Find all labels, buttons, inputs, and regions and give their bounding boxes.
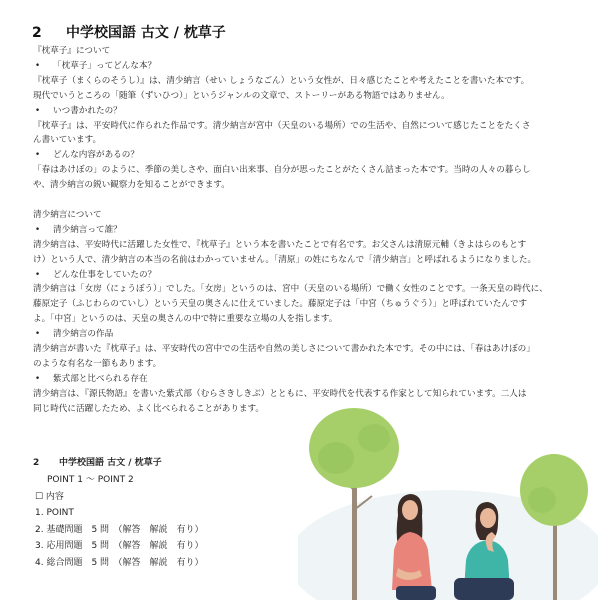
illustration (298, 400, 598, 600)
question-line: • どんな内容があるの？ (33, 148, 568, 163)
question-line: • 紫式部と比べられる存在 (33, 372, 568, 387)
answer-line: 藤原定子（ふじわらのていし）という天皇の奥さんに仕えていました。藤原定子は「中宮（ちゅうぐう）」と呼ばれていたんです (33, 299, 528, 310)
answer-line: よ。「中宮」というのは、天皇の奥さんの中で特に重要な立場の人を指します。 (33, 314, 338, 325)
answer-line: 清少納言は、平安時代に活躍した女性で、『枕草子』という本を書いたことで有名です。お父さんは清原元輔（きよはらのもとす (33, 239, 527, 250)
toc-item: 4. 総合問題 5 問 （解答 解説 有り） (35, 557, 204, 568)
chapter-number: 2 (32, 25, 42, 41)
bullet-icon: • (35, 60, 41, 71)
bullet-icon: • (35, 224, 41, 235)
answer-line: や、清少納言の鋭い観察力を知ることができます。 (33, 180, 230, 191)
answer-line: のような有名な一節もあります。 (33, 359, 162, 370)
page-title (32, 22, 226, 42)
answer-line: 現代でいうところの「随筆（ずいひつ）」というジャンルの文章で、ストーリーがある物語ではありません。 (33, 90, 450, 101)
answer-line: 清少納言は、『源氏物語』を書いた紫式部（むらさきしきぶ）とともに、平安時代を代表する作家として知られています。二人は (33, 388, 527, 399)
answer-line: 清少納言は「女房（にょうぼう）」でした。「女房」というのは、宮中（天皇のいる場所）で働く女性のことです。一条天皇の時代に、 (33, 284, 548, 295)
bullet-icon: • (35, 329, 41, 340)
bullet-icon: • (35, 269, 41, 280)
section-heading: 清少納言について (33, 209, 102, 220)
question-line: • いつ書かれたの？ (33, 104, 568, 119)
section-heading: 『枕草子』について (33, 46, 111, 56)
toc-item: 2. 基礎問題 5 問 （解答 解説 有り） (35, 524, 204, 535)
bullet-icon: • (35, 105, 41, 116)
question-line: • 清少納言の作品 (33, 327, 568, 342)
summary-title-text: 中学校国語 古文 / 枕草子 (59, 458, 162, 468)
answer-line: け）という人で、清少納言の本当の名前はわかっていません。「清原」の姓にちなんで「清少納言」と呼ばれるようになりました。 (33, 254, 537, 265)
toc-item: 1. POINT (35, 508, 74, 518)
question-line: • 「枕草子」ってどんな本？ (33, 59, 568, 74)
question-line: • 清少納言って誰？ (33, 223, 568, 238)
points-range: POINT 1 〜 POINT 2 (47, 475, 134, 485)
bullet-icon: • (35, 150, 41, 161)
summary-title (33, 455, 162, 468)
answer-line: 同じ時代に活躍したため、よく比べられることがあります。 (33, 403, 265, 414)
answer-line: 清少納言が書いた『枕草子』は、平安時代の宮中での生活や自然の美しさについて書かれた本です。その中には、「春はあけぼの」 (33, 344, 535, 355)
answer-line: ん書いています。 (33, 135, 102, 146)
chapter-title: 中学校国語 古文 / 枕草子 (66, 25, 226, 41)
contents-label: ☐ 内容 (35, 491, 64, 502)
bullet-icon: • (35, 373, 41, 384)
body-text (33, 44, 568, 417)
toc-item: 3. 応用問題 5 問 （解答 解説 有り） (35, 541, 204, 551)
answer-line: 「春はあけぼの」のように、季節の美しさや、面白い出来事、自分が思ったことがたくさん詰まった本です。当時の人々の暮らし (33, 165, 531, 176)
summary-number: 2 (33, 458, 40, 468)
answer-line: 『枕草子（まくらのそうし）』は、清少納言（せい しょうなごん）という女性が、日々感じたことや考えたことを書いた本です。 (33, 75, 530, 86)
table-of-contents (35, 472, 204, 571)
question-line: • どんな仕事をしていたの？ (33, 268, 568, 283)
answer-line: 『枕草子』は、平安時代に作られた作品です。清少納言が宮中（天皇のいる場所）での生活や、自然について感じたことをたくさ (33, 120, 531, 131)
